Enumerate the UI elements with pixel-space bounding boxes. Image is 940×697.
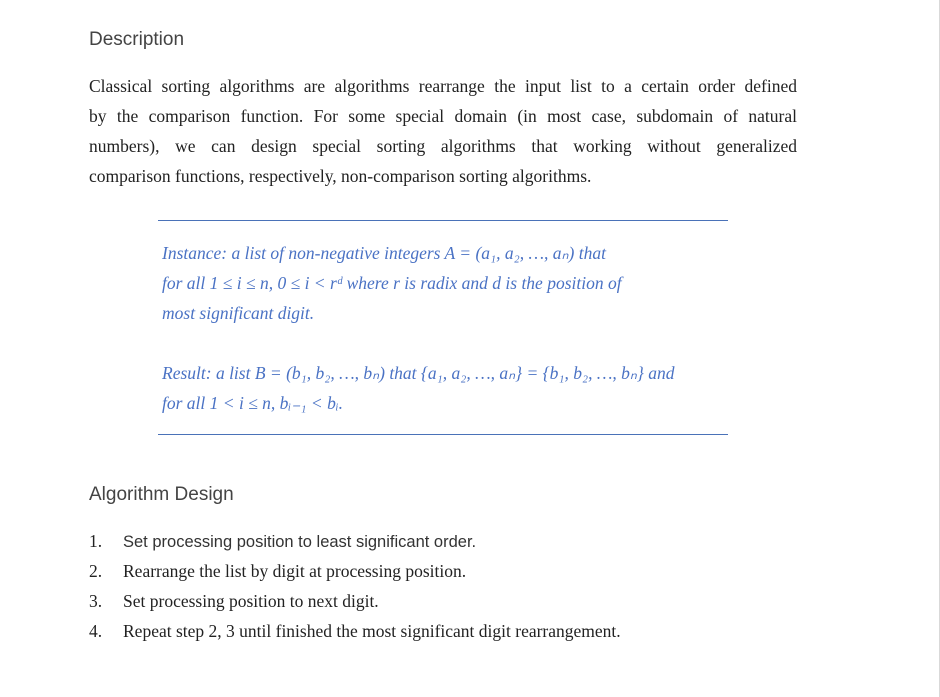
description-paragraph (89, 71, 797, 191)
quote-bottom-rule (158, 434, 728, 435)
step-item (89, 556, 621, 586)
algorithm-heading: Algorithm Design (89, 484, 234, 505)
step-item (89, 526, 621, 556)
description-line: Classical sorting algorithms are algorithms rearrange the input list to a certain order defined (89, 76, 797, 96)
step-text: Set processing position to least significant order. (123, 533, 477, 551)
step-number: 3. (89, 591, 103, 611)
description-line: comparison functions, respectively, non-comparison sorting algorithms. (89, 166, 592, 186)
description-line: numbers), we can design special sorting algorithms that working without generalized (89, 136, 797, 156)
step-text: Set processing position to next digit. (123, 591, 379, 611)
step-item (89, 586, 621, 616)
instance-line: for all 1 ≤ i ≤ n, 0 ≤ i < rᵈ where r is radix and d is the position of (162, 273, 622, 293)
quote-top-rule (158, 220, 728, 221)
step-item (89, 616, 621, 646)
step-number: 2. (89, 561, 103, 581)
result-line: Result: a list B = (b₁, b₂, …, bₙ) that {a₁, a₂, …, aₙ} = {b₁, b₂, …, bₙ} and (162, 363, 675, 383)
instance-line: most significant digit. (162, 303, 315, 323)
problem-instance (162, 238, 722, 328)
step-number: 1. (89, 531, 103, 551)
problem-result (162, 358, 722, 418)
step-text: Repeat step 2, 3 until finished the most significant digit rearrangement. (123, 621, 621, 641)
result-line: for all 1 < i ≤ n, bᵢ₋₁ < bᵢ. (162, 393, 343, 413)
instance-line: Instance: a list of non-negative integers A = (a₁, a₂, …, aₙ) that (162, 243, 606, 263)
description-line: by the comparison function. For some special domain (in most case, subdomain of natural (89, 106, 797, 126)
step-text: Rearrange the list by digit at processing position. (123, 561, 467, 581)
step-number: 4. (89, 621, 103, 641)
description-heading: Description (89, 29, 185, 50)
algorithm-steps (89, 526, 621, 646)
